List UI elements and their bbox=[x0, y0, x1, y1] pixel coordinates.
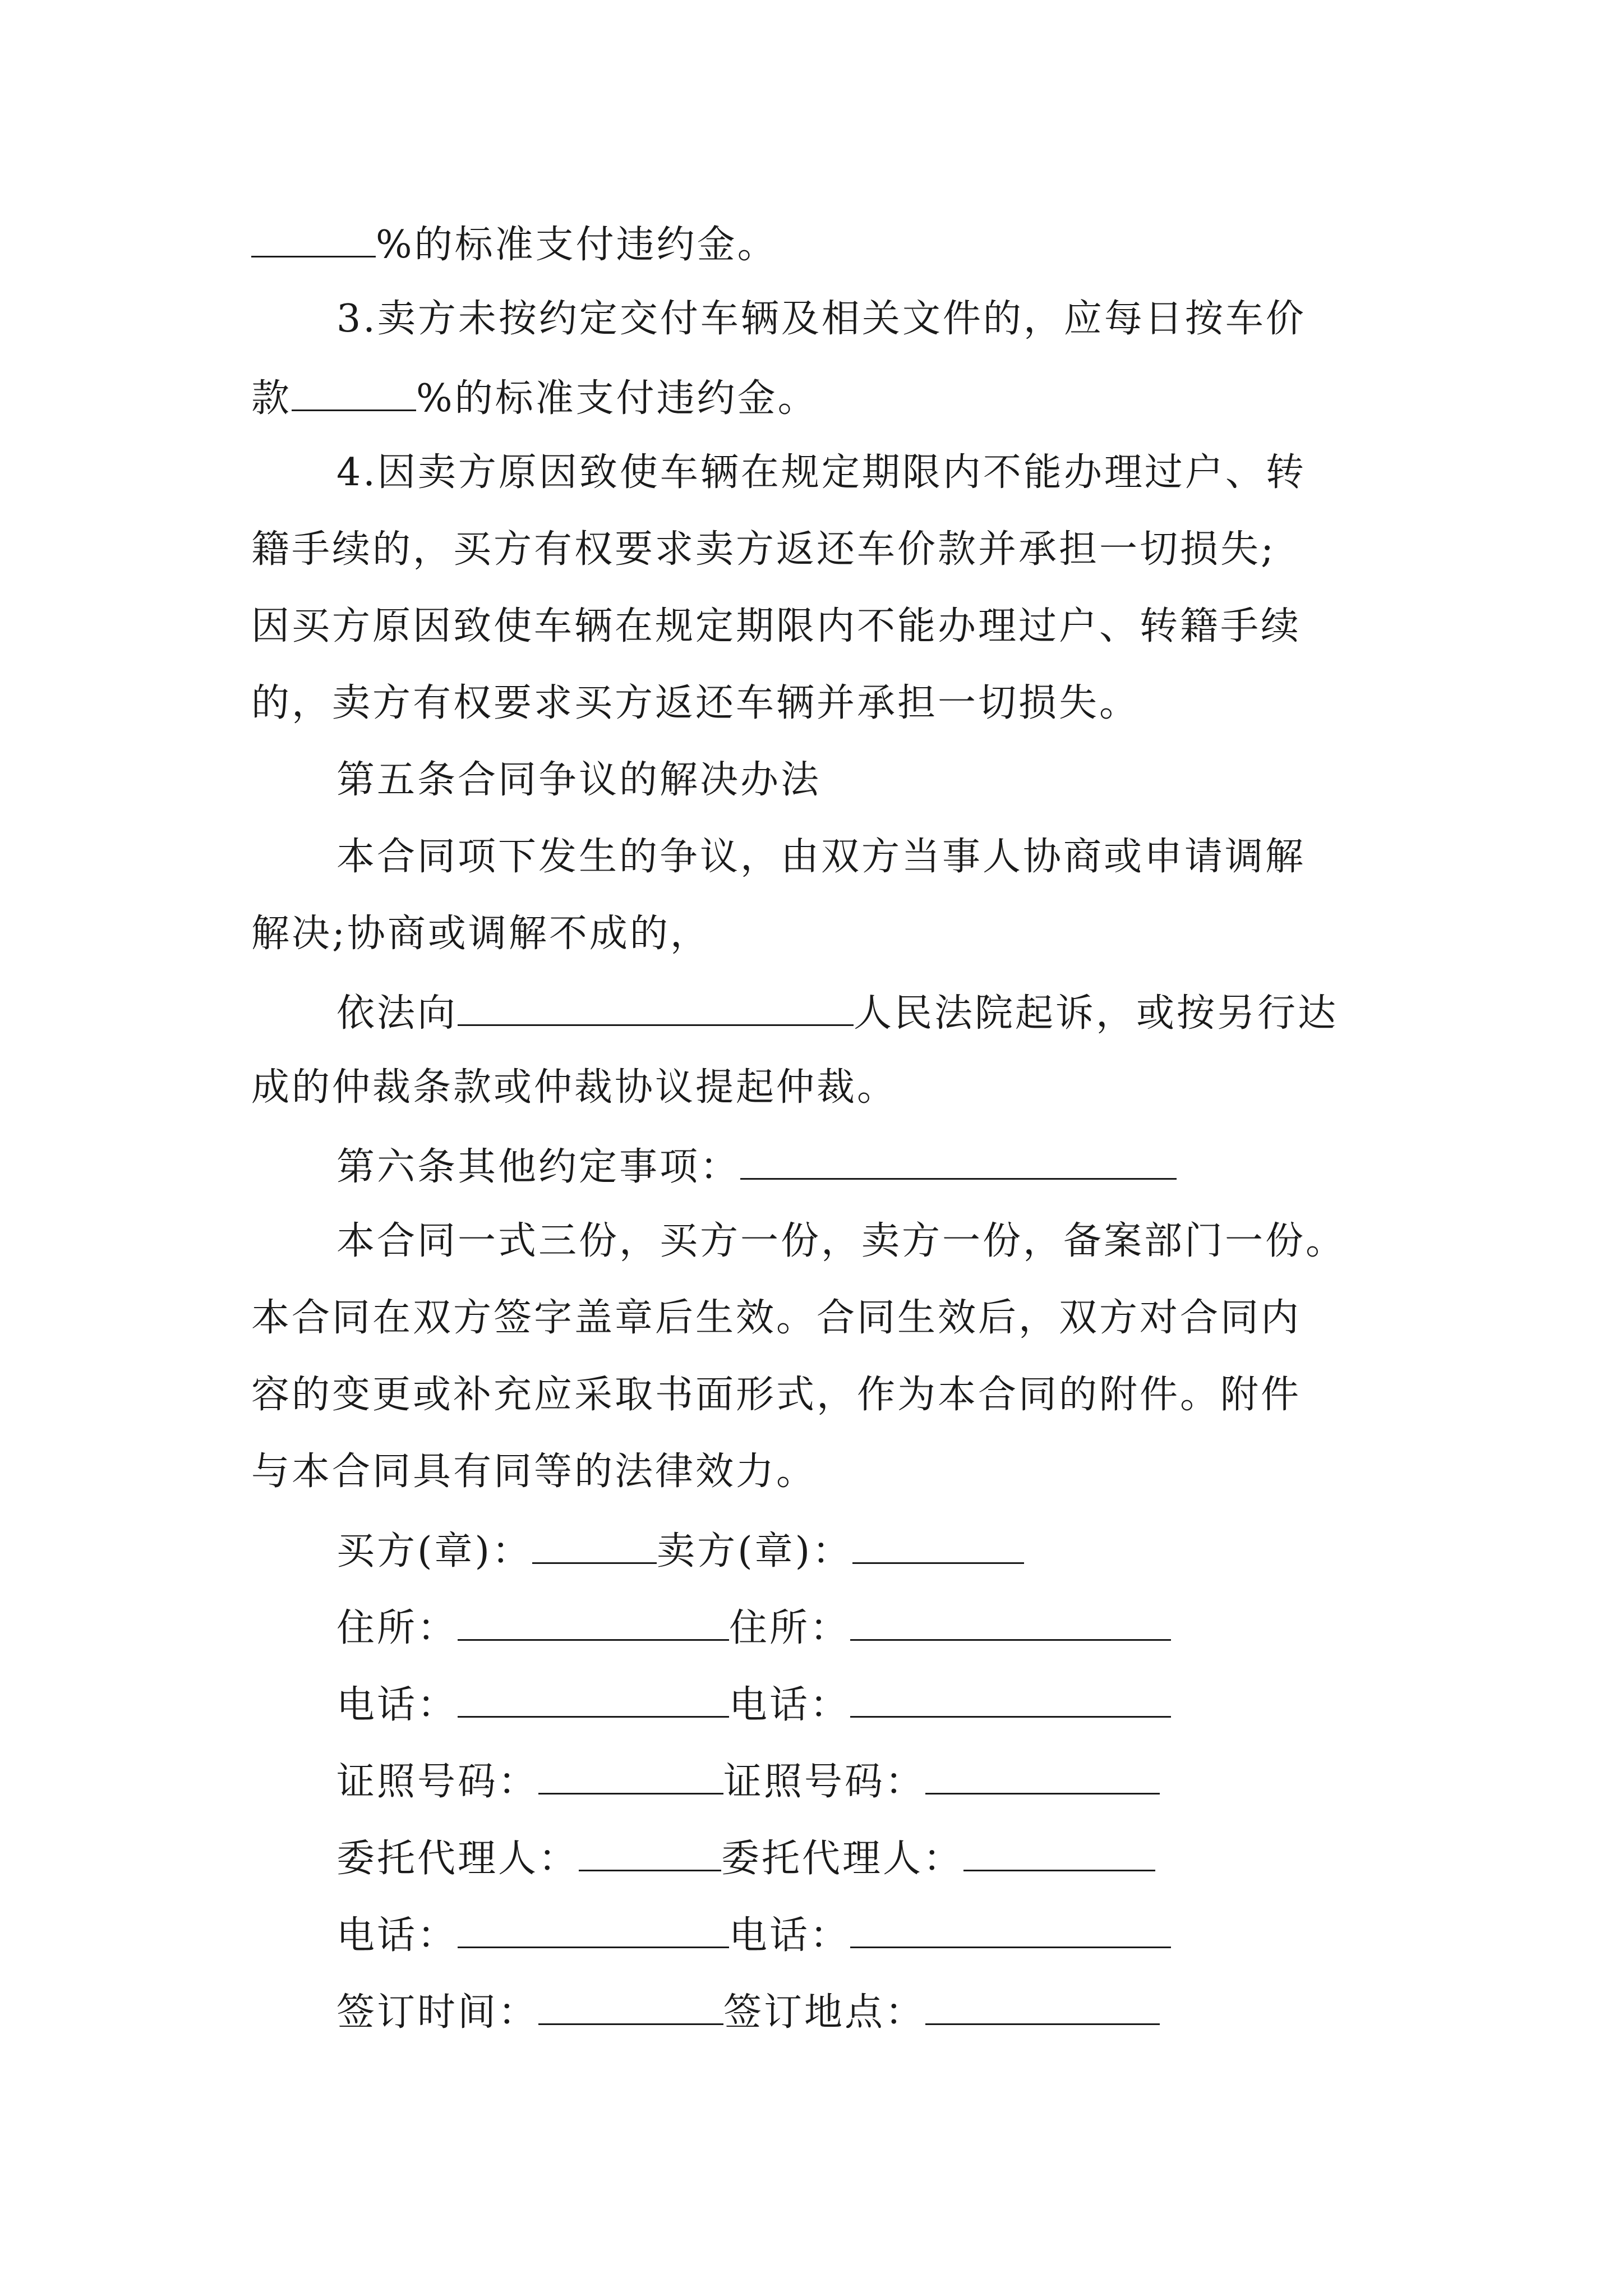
buyer-phone-field[interactable] bbox=[458, 1683, 729, 1718]
signature-row-seal: 买方(章)： 卖方(章)： bbox=[336, 1530, 1469, 1571]
seller-id-field[interactable] bbox=[925, 1760, 1160, 1795]
closing-paragraph: 与本合同具有同等的法律效力。 bbox=[251, 1450, 817, 1494]
buyer-agent-field[interactable] bbox=[579, 1837, 721, 1871]
article5-paragraph: 成的仲裁条款或仲裁协议提起仲裁。 bbox=[251, 1065, 898, 1110]
article5-paragraph: 解决;协商或调解不成的， bbox=[251, 912, 711, 956]
buyer-agent-phone-field[interactable] bbox=[458, 1914, 729, 1948]
seller-phone-field[interactable] bbox=[850, 1683, 1171, 1718]
signature-row-address: 住所： 住所： bbox=[336, 1607, 1469, 1648]
item3-line: 3.卖方未按约定交付车辆及相关文件的，应每日按车价 bbox=[336, 297, 1306, 341]
buyer-seal-field[interactable] bbox=[532, 1530, 657, 1564]
buyer-id-field[interactable] bbox=[538, 1760, 723, 1795]
closing-paragraph: 本合同在双方签字盖章后生效。合同生效后，双方对合同内 bbox=[251, 1296, 1302, 1340]
blank-field[interactable] bbox=[251, 223, 376, 257]
item3-line: 款 %的标准支付违约金。 bbox=[251, 376, 818, 421]
buyer-address-field[interactable] bbox=[458, 1607, 729, 1641]
signature-row-agent: 委托代理人： 委托代理人： bbox=[336, 1837, 1469, 1878]
signature-row-date-place: 签订时间： 签订地点： bbox=[336, 1991, 1469, 2032]
seller-address-field[interactable] bbox=[850, 1607, 1171, 1641]
article6-line: 第六条其他约定事项： bbox=[336, 1145, 1469, 1186]
closing-paragraph: 容的变更或补充应采取书面形式，作为本合同的附件。附件 bbox=[251, 1373, 1302, 1417]
seller-seal-field[interactable] bbox=[852, 1530, 1024, 1564]
court-blank-field[interactable] bbox=[458, 992, 854, 1026]
item4-line: 4.因卖方原因致使车辆在规定期限内不能办理过户、转 bbox=[336, 450, 1306, 495]
sign-time-field[interactable] bbox=[538, 1991, 723, 2025]
seller-agent-phone-field[interactable] bbox=[850, 1914, 1171, 1948]
sign-place-field[interactable] bbox=[925, 1991, 1160, 2025]
article5-paragraph: 依法向 人民法院起诉，或按另行达 bbox=[336, 991, 1339, 1036]
closing-paragraph: 本合同一式三份，买方一份，卖方一份，备案部门一份。 bbox=[336, 1219, 1347, 1263]
signature-row-phone: 电话： 电话： bbox=[336, 1683, 1469, 1724]
signature-row-id: 证照号码： 证照号码： bbox=[336, 1760, 1469, 1801]
blank-field[interactable] bbox=[292, 377, 416, 411]
item4-line: 籍手续的，买方有权要求卖方返还车价款并承担一切损失; bbox=[251, 527, 1276, 572]
article5-title: 第五条合同争议的解决办法 bbox=[336, 758, 822, 802]
other-matters-blank-field[interactable] bbox=[740, 1145, 1177, 1180]
article5-paragraph: 本合同项下发生的争议，由双方当事人协商或申请调解 bbox=[336, 835, 1306, 879]
clause-end-line: %的标准支付违约金。 bbox=[251, 223, 1384, 264]
signature-row-agent-phone: 电话： 电话： bbox=[336, 1914, 1469, 1955]
item4-line: 因买方原因致使车辆在规定期限内不能办理过户、转籍手续 bbox=[251, 604, 1302, 648]
item4-line: 的，卖方有权要求买方返还车辆并承担一切损失。 bbox=[251, 681, 1140, 725]
seller-agent-field[interactable] bbox=[963, 1837, 1155, 1871]
